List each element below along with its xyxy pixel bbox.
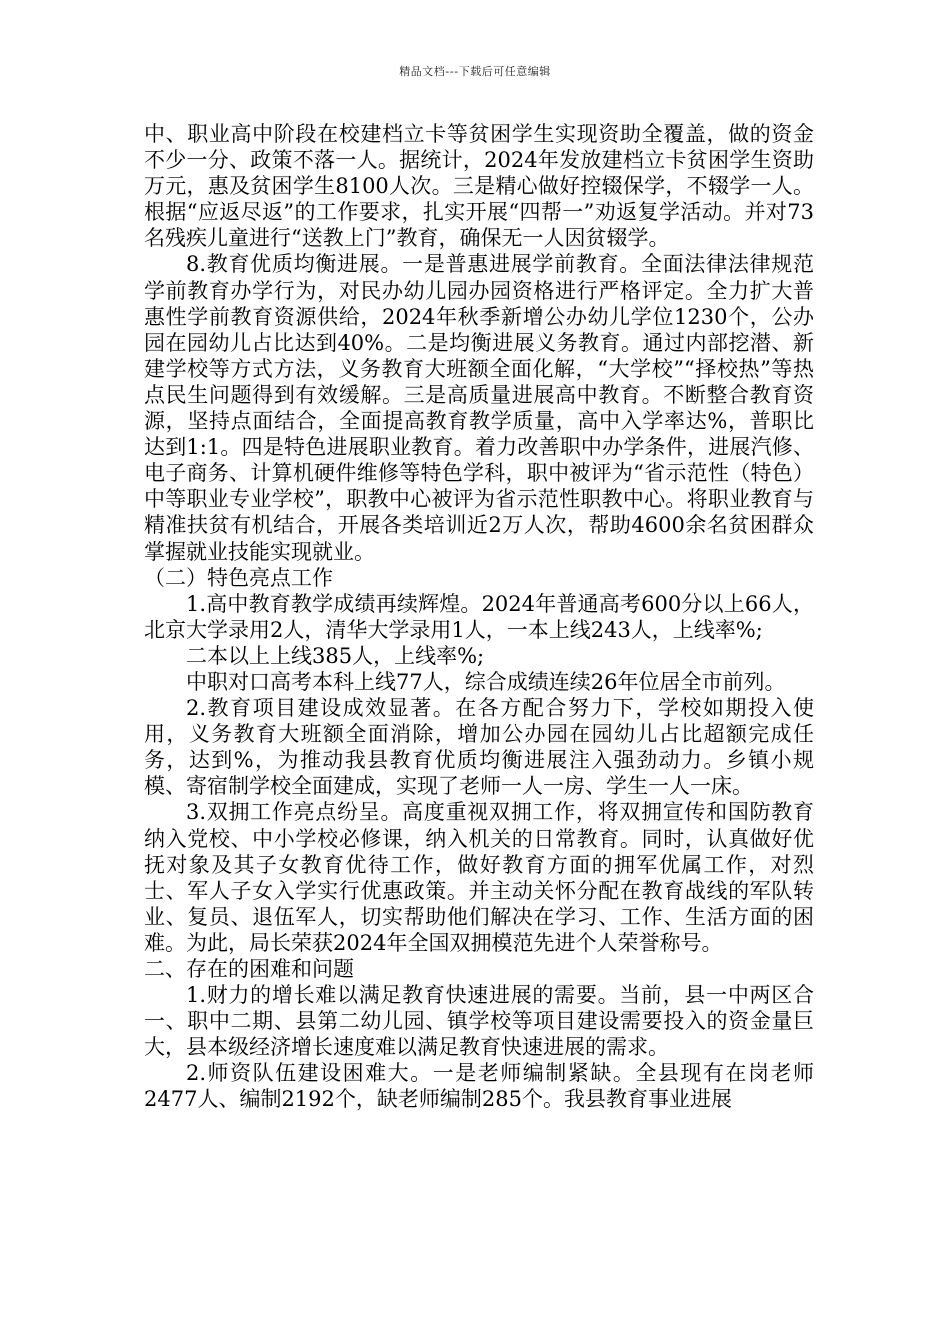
section-heading: 二、存在的困难和问题 xyxy=(144,957,354,981)
section-heading: （二）特色亮点工作 xyxy=(144,565,333,590)
body-paragraph: 二本以上上线385人，上线率%; xyxy=(186,643,485,668)
body-paragraph: 中、职业高中阶段在校建档立卡等贫困学生实现资助全覆盖，做的资金不少一分、政策不落一人。据统计，2024年发放建档立卡贫困学生资助万元，惠及贫困学生8100人次。三是精心做好控辍保学，不辍学一人。根据“应返尽返”的工作要求，扎实开展“四帮一”劝返复学活动。并对73名残疾儿童进行“送教上门”教育，确保无一人因贫辍学。 xyxy=(144,122,814,251)
body-paragraph: 中职对口高考本科上线77人，综合成绩连续26年位居全市前列。 xyxy=(186,669,786,694)
page-header: 精品文档---下载后可任意编辑 xyxy=(399,65,551,78)
body-paragraph: 1.财力的增长难以满足教育快速进展的需要。当前，县一中两区合一、职中二期、县第二幼儿园、镇学校等项目建设需要投入的资金量巨大，县本级经济增长速度难以满足教育快速进展的需求。 xyxy=(144,983,814,1060)
body-paragraph: 2.教育项目建设成效显著。在各方配合努力下，学校如期投入使用，义务教育大班额全面消除，增加公办园在园幼儿占比超额完成任务，达到%，为推动我县教育优质均衡进展注入强劲动力。乡镇小规模、寄宿制学校全面建成，实现了老师一人一房、学生一人一床。 xyxy=(144,696,814,799)
document-body xyxy=(144,121,814,1113)
body-paragraph: 3.双拥工作亮点纷呈。高度重视双拥工作，将双拥宣传和国防教育纳入党校、中小学校必修课，纳入机关的日常教育。同时，认真做好优抚对象及其子女教育优待工作，做好教育方面的拥军优属工作，对烈士、军人子女入学实行优惠政策。并主动关怀分配在教育战线的军队转业、复员、退伍军人，切实帮助他们解决在学习、工作、生活方面的困难。为此，局长荣获2024年全国双拥模范先进个人荣誉称号。 xyxy=(144,800,814,955)
body-paragraph: 8.教育优质均衡进展。一是普惠进展学前教育。全面法律法律规范学前教育办学行为，对民办幼儿园办园资格进行严格评定。全力扩大普惠性学前教育资源供给，2024年秋季新增公办幼儿学位1230个，公办园在园幼儿占比达到40%。二是均衡进展义务教育。通过内部挖潜、新建学校等方式方法，义务教育大班额全面化解，“大学校”“择校热”等热点民生问题得到有效缓解。三是高质量进展高中教育。不断整合教育资源，坚持点面结合，全面提高教育教学质量，高中入学率达%，普职比达到1:1。四是特色进展职业教育。着力改善职中办学条件，进展汽修、电子商务、计算机硬件维修等特色学科，职中被评为“省示范性（特色）中等职业专业学校”，职教中心被评为省示范性职教中心。将职业教育与精准扶贫有机结合，开展各类培训近2万人次，帮助4600余名贫困群众掌握就业技能实现就业。 xyxy=(144,252,814,564)
body-paragraph: 1.高中教育教学成绩再续辉煌。2024年普通高考600分以上66人，北京大学录用2人，清华大学录用1人，一本上线243人，上线率%; xyxy=(144,591,814,642)
body-paragraph: 2.师资队伍建设困难大。一是老师编制紧缺。全县现有在岗老师2477人、编制2192个，缺老师编制285个。我县教育事业进展 xyxy=(144,1061,814,1112)
